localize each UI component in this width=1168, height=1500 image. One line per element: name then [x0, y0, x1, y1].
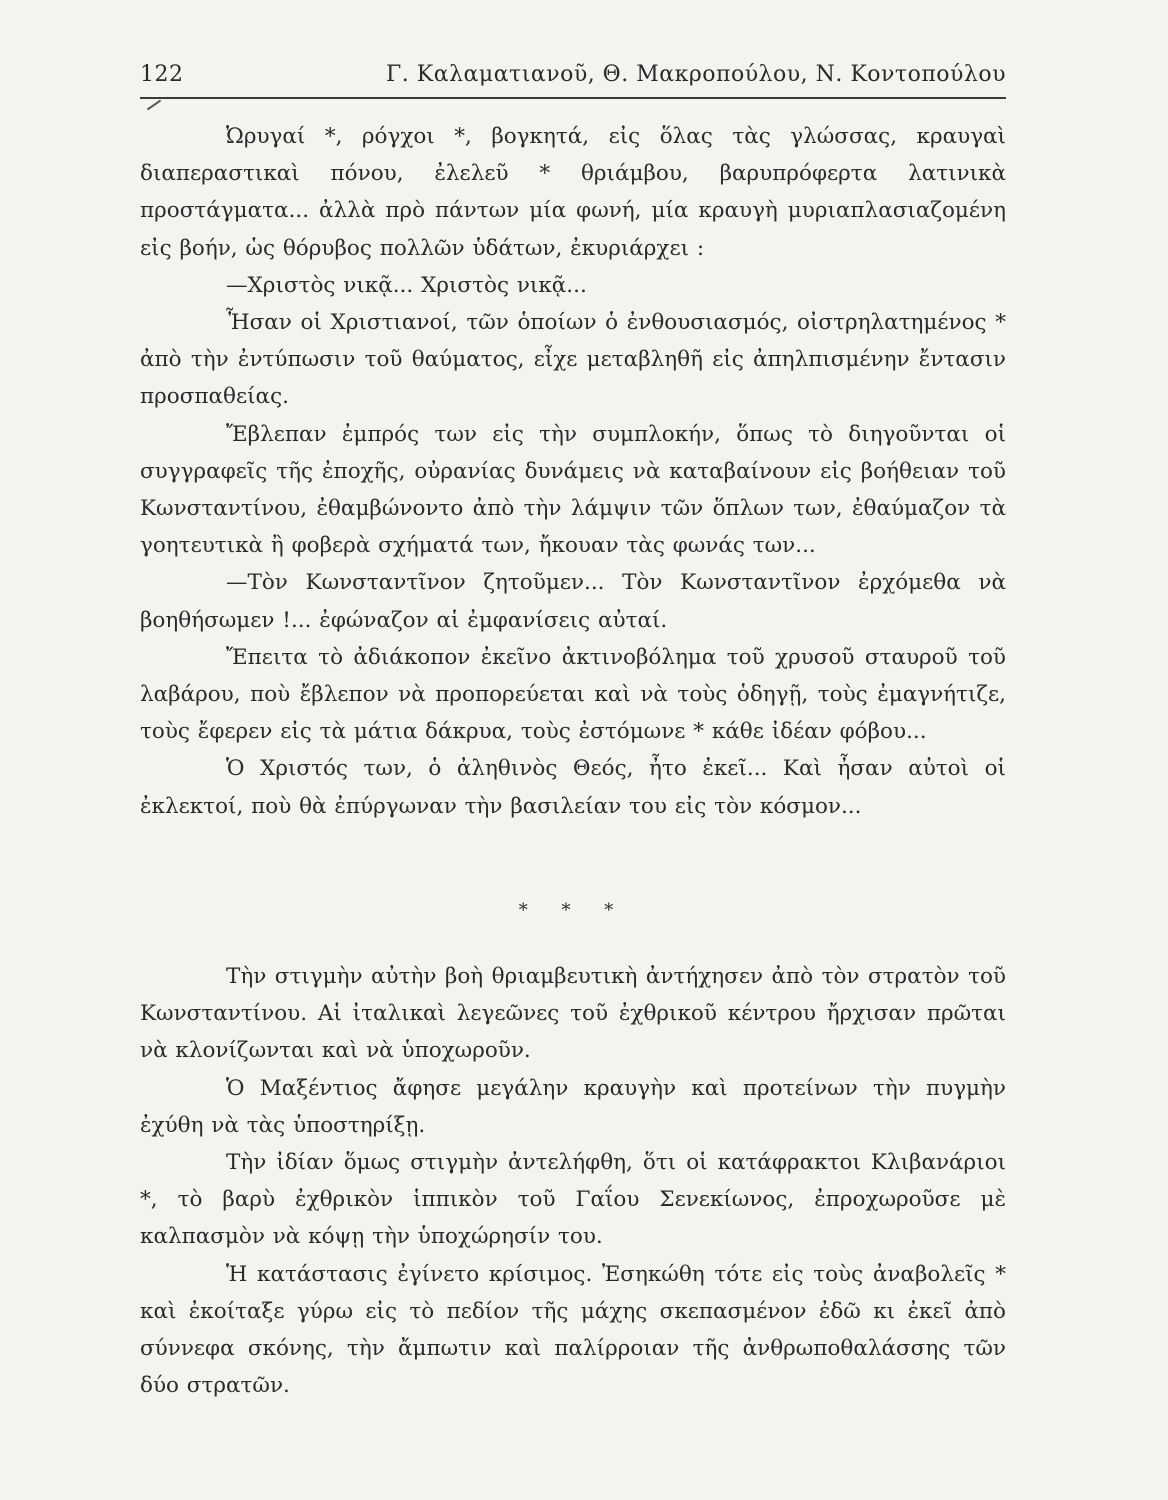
paragraph: Τὴν ἰδίαν ὅμως στιγμὴν ἀντελήφθη, ὅτι οἱ κατάφρακτοι Κλιβανάριοι *, τὸ βαρὺ ἐχθρικὸν ἱππικὸν τοῦ Γαΐου Σενεκίωνος, ἐπροχωροῦσε μὲ καλπασμὸν νὰ κόψῃ τὴν ὑποχώρησίν του. [140, 1150, 1006, 1250]
paragraph: —Χριστὸς νικᾷ... Χριστὸς νικᾷ... [226, 272, 587, 298]
text-section-1 [140, 118, 1006, 825]
header-rule [140, 97, 1006, 99]
text-section-2 [140, 958, 1006, 1404]
page-header [140, 56, 1006, 96]
paragraph: Ἡ κατάστασις ἐγίνετο κρίσιμος. Ἐσηκώθη τότε εἰς τοὺς ἀναβολεῖς * καὶ ἐκοίταξε γύρω εἰς τὸ πεδίον τῆς μάχης σκεπασμένον ἐδῶ κι ἐκεῖ ἀπὸ σύννεφα σκόνης, τὴν ἄμπωτιν καὶ παλίρροιαν τῆς ἀνθρωποθαλάσσης τῶν δύο στρατῶν. [140, 1261, 1006, 1399]
paragraph: Ἦσαν οἱ Χριστιανοί, τῶν ὁποίων ὁ ἐνθουσιασμός, οἰστρηλατημένος * ἀπὸ τὴν ἐντύπωσιν τοῦ θαύματος, εἶχε μεταβληθῆ εἰς ἀπηλπισμένην ἔντασιν προσπαθείας. [140, 310, 1006, 410]
pencil-mark [147, 100, 161, 111]
paragraph: Τὴν στιγμὴν αὐτὴν βοὴ θριαμβευτικὴ ἀντήχησεν ἀπὸ τὸν στρατὸν τοῦ Κωνσταντίνου. Αἱ ἰταλικαὶ λεγεῶνες τοῦ ἐχθρικοῦ κέντρου ἤρχισαν πρῶται νὰ κλονίζωνται καὶ νὰ ὑποχωροῦν. [140, 964, 1006, 1064]
paragraph: —Τὸν Κωνσταντῖνον ζητοῦμεν... Τὸν Κωνσταντῖνον ἐρχόμεθα νὰ βοηθήσωμεν !... ἐφώναζον αἱ ἐμφανίσεις αὐταί. [140, 570, 1006, 633]
paragraph: Ἔπειτα τὸ ἀδιάκοπον ἐκεῖνο ἀκτινοβόλημα τοῦ χρυσοῦ σταυροῦ τοῦ λαβάρου, ποὺ ἔβλεπον νὰ προπορεύεται καὶ νὰ τοὺς ὁδηγῇ, τοὺς ἐμαγνήτιζε, τοὺς ἔφερεν εἰς τὰ μάτια δάκρυα, τοὺς ἐστόμωνε * κάθε ἰδέαν φόβου... [140, 644, 1006, 745]
paragraph: Ὁ Χριστός των, ὁ ἀληθινὸς Θεός, ἦτο ἐκεῖ... Καὶ ἦσαν αὐτοὶ οἱ ἐκλεκτοί, ποὺ θὰ ἐπύργωναν τὴν βασιλείαν του εἰς τὸν κόσμον... [140, 756, 1006, 819]
page-number: 122 [140, 62, 184, 87]
paragraph: Ἔβλεπαν ἐμπρός των εἰς τὴν συμπλοκήν, ὅπως τὸ διηγοῦνται οἱ συγγραφεῖς τῆς ἐποχῆς, οὐρανίας δυνάμεις νὰ καταβαίνουν εἰς βοήθειαν τοῦ Κωνσταντίνου, ἐθαμβώνοντο ἀπὸ τὴν λάμψιν τῶν ὅπλων των, ἐθαύμαζον τὰ γοητευτικὰ ἢ φοβερὰ σχήματά των, ἤκουαν τὰς φωνάς των... [140, 421, 1006, 559]
paragraph: Ὁ Μαξέντιος ἄφησε μεγάλην κραυγὴν καὶ προτείνων τὴν πυγμὴν ἐχύθη νὰ τὰς ὑποστηρίξῃ. [140, 1075, 1006, 1138]
running-title: Γ. Καλαματιανοῦ, Θ. Μακροπούλου, Ν. Κοντοπούλου [386, 62, 1006, 87]
paragraph: Ὠρυγαί *, ρόγχοι *, βογκητά, εἰς ὅλας τὰς γλώσσας, κραυγαὶ διαπεραστικαὶ πόνου, ἐλελεῦ * θριάμβου, βαρυπρόφερτα λατινικὰ προστάγματα... ἀλλὰ πρὸ πάντων μία φωνή, μία κραυγὴ μυριαπλασιαζομένη εἰς βοήν, ὡς θόρυβος πολλῶν ὑδάτων, ἐκυριάρχει : [140, 124, 1006, 261]
section-separator: * * * [518, 900, 628, 921]
